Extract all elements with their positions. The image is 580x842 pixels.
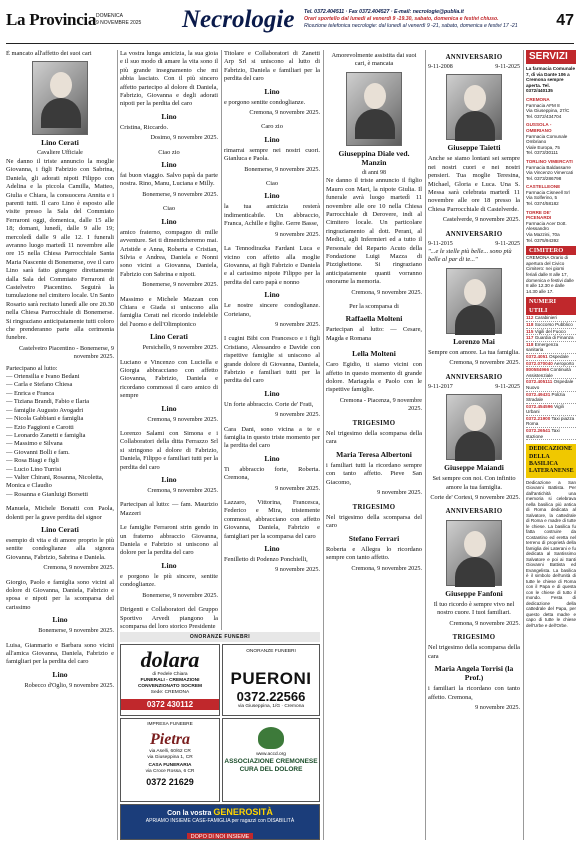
phone-label: Aeroporto xyxy=(552,360,575,366)
ad-phone: 0372.22566 xyxy=(236,689,306,704)
ad-pietra[interactable]: IMPRESA FUNEBRE Pietra via Aselli, 60/62 CR via Giuseppina 1, CR CASA FUNERARIA via Croce Rossa, 6 CR 0372 21629 xyxy=(120,718,220,802)
list-item: — Giovanni Bolli e fam. xyxy=(6,448,70,456)
ads-heading: ONORANZE FUNEBRI xyxy=(120,632,320,642)
ad-phone: 0372 430112 xyxy=(121,699,219,710)
phone-label: Carabinieri xyxy=(533,315,557,321)
condolence-notice: Giorgio, Paolo e famiglia sono vicini al dolore di Giovanna, Daniela, Fabrizio e sposa e nipoti per la scomparsa del carissimo Lino Bonemerse, 9 novembre 2025. xyxy=(6,578,114,635)
phone-label: Vigili Urbani xyxy=(526,403,564,415)
phone-number-row xyxy=(526,361,576,368)
condolence-notice: Ciao zio Lino fai buon viaggio. Salvo papà da parte nostra. Rino, Manu, Luciana e Milly. Bonemerse, 9 novembre 2025. xyxy=(120,148,218,198)
column-divider xyxy=(221,50,222,630)
list-item: — famiglie Augusto Avogadri xyxy=(6,406,84,414)
ad-generosita[interactable]: Con la vostra GENEROSITÀ APRIAMO INSIEME CASE-FAMIGLIA per ragazzi con DISABILITÀ DOPO DI NOI INSIEME xyxy=(120,804,320,840)
phone-number-row xyxy=(526,428,576,440)
pharmacy-line: Viale Europa, 75 xyxy=(526,144,560,150)
pharmacy-line: Farmacia AFM 8 xyxy=(526,102,560,108)
header-date: DOMENICA 9 NOVEMBRE 2025 xyxy=(96,13,142,26)
services-sidebar: SERVIZI La farmacia Comunale 7, di via Dante 106 a Cremona sempre aperta. Tel. 0372/440135 CREMONA Farmacia AFM 8 Via Giuseppina, 27/C Tel. 0372/434704 GUSSOLA - OMBRIANO Farmacia Comunale Ombriano Viale Europa, 75 Tel. 0373/30111 TORLINO VIMERCATI Farmacia Baldassarre Via Vincenzo Vimercati Tel. 0373/286798 CASTELLEONE Farmacia Cisneell Srl Via Solferino, 5 Tel. 0374/58182 TORRE DE' PICENARDI Farmacia Acer Dott. Alessandro Via Mazzini, 70a Tel. 0375/94392 CIMITERO CREMONA Orario di apertura del Civico Cimitero: nei giorni feriali dalle 8 alle 17, domenica e festivi dalle 8 alle 12.30 e dalle 14.30 alle 17. NUMERI UTILI 112 Carabinieri 118 Soccorso Pubblico 115 Vigili del Fuoco 117 Guardia di Finanza 118 Emergenza sanitaria 0372.4051 Ospedale 0372.070040 Aeroporto 800584966 Continuità Assistenziale 0372.405111 Ospedale Nuovo 0372.49431 Polizia Stradale 0372.454596 Vigili Urbani 0372.21900 Taxi piazza Roma 0372.26541 Taxi stazione DEDICAZIONE DELLA BASILICA LATERANENSE Dedicazione a San Giovanni Battista. Per dall'antichità una memoria si celebrava nella basilica più antica di Roma dedicata al Salvatore, la cattedrale di Roma e madre di tutte le chiese. La basilica fu fatta costruire da Costantino ed eretta nel terreno di proprietà della famiglia dei Laterani e fu dedicata al Santissimo Salvatore e poi ai Santi Giovanni Battista ed Evangelista. La basilica è il simbolo dell'unità di tutte le chiese di Roma con il Papa e di questa con le chiese di tutto il mondo. Festa di dedicazione della cattedrale del Papa, per questo detta madre e capo di tutte le chiese dell'Urbe e dell'Orbe. xyxy=(526,51,576,628)
list-item: — Rosa Biagi e figli xyxy=(6,457,59,465)
services-intro: La farmacia Comunale 7, di via Dante 106 a Cremona sempre aperta. Tel. 0372/440135 xyxy=(526,66,576,94)
column-4 xyxy=(326,50,422,840)
condolence-notice: Massimo e Michele Mazzan con Chiara e Giada si uniscono alla famiglia Cerati nel ricordo indelebile del l'uomo e dell'Olimpionico Lino Cerati Persichello, 9 novembre 2025. xyxy=(120,295,218,352)
pharmacy-location: GUSSOLA - OMBRIANO xyxy=(526,122,552,133)
anniversary-notice: ANNIVERSARIO 9-11-2017 9-11-2025 Giuseppe Maiandi Sei sempre con noi. Con infinito amore la tua famiglia. Corte de' Cortesi, 9 novembre 2025. xyxy=(428,373,520,501)
phone-number-row xyxy=(526,392,576,404)
phone-number-row xyxy=(526,342,576,354)
trigesimo-notice: TRIGESIMO Nel trigesimo della scomparsa del caro Stefano Ferrari Roberta e Allegra lo ricordano sempre con tanto affetto. Cremona, 9 novembre 2025. xyxy=(326,503,422,572)
phone-number-row xyxy=(526,322,576,329)
phone-label: Vigili del Fuoco xyxy=(533,328,566,334)
pharmacy-location: CASTELLEONE xyxy=(526,184,561,190)
phone-number: 0372.405111 xyxy=(526,379,553,385)
portrait-photo xyxy=(446,268,502,334)
phone-label: Polizia Stradale xyxy=(526,391,566,403)
condolence-notice: Lazzaro, Vittorina, Francesca, Federico e Mira, tristemente commossi, abbracciano con affetto Giovanna, Daniela, Fabrizio e famigliari per la scomparsa del caro Lino Fenilletto di Podenzo Ponchielli, 9 novembre 2025. xyxy=(224,499,320,574)
column-1 xyxy=(6,50,114,840)
column-3 xyxy=(224,50,320,630)
list-item: — Valter Chirani, Rosanna, Nicoletta, Monica e Claudio xyxy=(6,473,104,490)
pharmacy-location: TORLINO VIMERCATI xyxy=(526,158,573,164)
column-divider xyxy=(323,50,324,840)
trigesimo-notice: TRIGESIMO Nel trigesimo della scomparsa della cara Maria Teresa Albertoni i familiari tutti la ricordano sempre con tanto affetto. Pieve San Giacomo, 9 novembre 2025. xyxy=(326,419,422,497)
anniversary-notice: ANNIVERSARIO 9-11-2015 9-11-2025 "...e le stelle più belle... sono più belle al par di te..." Lorenzo Mai Sempre con amore. La tua famiglia. Cremona, 9 novembre 2025. xyxy=(428,230,520,367)
ad-pueroni[interactable]: ONORANZE FUNEBRI PUERONI 0372.22566 via Giuseppina, 1/G · Cremona xyxy=(222,644,320,716)
condolence-notice: Ciao Lino amico fraterno, compagno di mille avventure. Sei ti dimenticheremo mai. Aristide e Anna, Roberta e Cristian, Silvia e Andrea, Daniela e Nonni sono vicini a Giovanna, Daniela, Fabrizio con Sabrina e nipoti. Bonemerse, 9 novembre 2025. xyxy=(120,205,218,289)
pharmacy-list xyxy=(526,97,576,243)
pharmacy-line: Via Solferino, 5 xyxy=(526,195,558,201)
useful-numbers xyxy=(526,315,576,440)
pharmacy-line: Farmacia Baldassarre xyxy=(526,164,571,170)
phone-number: 0372.49431 xyxy=(526,391,551,397)
pharmacy-line: Tel. 0373/30111 xyxy=(526,150,559,156)
condolence-notice: Luisa, Gianmario e Barbara sono vicini all'amica Giovanna, Daniela, Fabrizio e famigliari per la perdita del caro Lino Robecco d'Oglio, 9 novembre 2025. xyxy=(6,641,114,689)
list-item: — Nicola Gabbiani e famiglia xyxy=(6,415,84,423)
phone-number: 0372.454596 xyxy=(526,403,553,409)
condolence-notice: Luciano e Vincenzo con Luciella e Giorgia abbracciano con affetto Giovanna, Fabrizio, Daniela e ricordano commossi il caro amico di sempre Lino Cremona, 9 novembre 2025. xyxy=(120,358,218,423)
list-item: — Massimo e Silvana xyxy=(6,440,63,448)
advertisements xyxy=(120,632,320,840)
services-title: SERVIZI xyxy=(526,50,576,64)
phone-number: 0372.070040 xyxy=(526,360,553,366)
ad-phone: 0372 21629 xyxy=(146,777,194,787)
column-5 xyxy=(428,50,520,840)
pharmacy-line: Farmacia Acer Dott. Alessandro xyxy=(526,220,567,232)
tree-icon xyxy=(258,727,284,749)
phone-number-row xyxy=(526,315,576,322)
condolence-notice: Le famiglie Ferraroni strin gendo in un fraterno abbraccio Giovanna, Daniela e Fabrizio si uniscono al dolore per la perdita del caro Lino e porgono le più sincere, sentite condoglianze. Bonemerse, 9 novembre 2025. xyxy=(120,524,218,599)
condolence-notice: Manuela, Michele Bonatti con Paola, dolenti per la grave perdita del signor Lino Cerati esempio di vita e di amore proprio le più sentite condoglianze alla signora Giovanna, Fabrizio, Sabrina e Daniela. Cremona, 9 novembre 2025. xyxy=(6,505,114,572)
newspaper-logo: La Provincia xyxy=(6,10,97,29)
list-item: — Ortensilia e Ivano Bedani xyxy=(6,373,80,381)
condolence-notice: I cugini Bibi con Francesco e i figli Cristiano, Alessandro e Davide con rispettive famiglie si uniscono al grande dolore di Giovanna, Daniela, Fabrizio e familiari tutti per la perdita del caro Lino Un forte abbraccio. Corte de' Frati, 9 novembre 2025. xyxy=(224,335,320,419)
list-item: — Leonardo Zanetti e famiglia xyxy=(6,431,86,439)
pharmacy-line: Via Giuseppina, 27/C xyxy=(526,108,570,114)
phone-number-row xyxy=(526,354,576,361)
pharmacy-line: Tel. 0374/58182 xyxy=(526,201,559,207)
phone-label: Taxi piazza Roma xyxy=(526,415,575,427)
obituary-main: È mancato all'affetto dei suoi cari Lino Cerati Cavaliere Ufficiale Ne danno il triste annuncio la moglie Giovanna, i figli Fabrizio con Sabrina, Daniela, gli adorati nipoti Filippo con Adelina e la piccola Camilla, Matteo, Giulia e Chiara, la consuocera Annita e i parenti tutti. Il caro Lino è esposto alle visite presso la Sala del Commiato Ferraroni oggi, domenica, dalle 15 alle 18; domani, lunedì, dalle 9 alle 19; mercoledì dalle 9 alle 12. I funerali avranno luogo martedì 11 novembre alle ore 15 nella Chiesa Parrocchiale Santa Maria Nascente di Bonemerse, ove il caro Lino sarà fatto giungere direttamente dalla Sala del Commiato Ferraroni di Castelvetro Piacentino. Seguirà la tumulazione nel cimitero locale. Un Santo Rosario sarà recitato lunedì alle ore 20.30 nella Chiesa Parrocchiale di Bonemerse. Si ringraziano anticipatamente tutti coloro che prenderanno parte alla cerimonia funebre. Castelvetro Piacentino - Bonemerse, 9 novembre 2025. Partecipano al lutto: — Ortensilia e Ivano Bedani — Carla e Stefano Chiesa — Enrica e Franca — Tiziana Brandi, Fabio e Ilaria — famiglie Augusto Avogadri — Nicola Gabbiani e famiglia — Ezio Faggioni e Carotti — Leonardo Zanetti e famiglia — Massimo e Silvana — Giovanni Bolli e fam. — Rosa Biagi e figli — Lucio Lino Turrisi — Valter Chirani, Rosanna, Nicoletta, Monica e Claudio — Rosanna e Gianluigi Borsetti xyxy=(6,50,114,498)
portrait-photo xyxy=(346,72,402,146)
phone-number-row xyxy=(526,335,576,342)
condolence-notice: Caro zio Lino rimarrai sempre nei nostri cuori. Gianluca e Paola. Bonemerse, 9 novembre 2025. xyxy=(224,123,320,173)
condolence-notice: Lella Molteni Caro Egidio, ti siamo vicini con affetto in questo momento di grande dolore. Mariagela e Paolo con le rispettive famiglie. Cremona - Piacenza, 9 novembre 2025. xyxy=(326,349,422,413)
list-item: — Ezio Faggioni e Carotti xyxy=(6,423,74,431)
column-divider xyxy=(117,50,118,840)
phone-number: 0372.26541 xyxy=(526,428,551,434)
page-header xyxy=(6,4,574,44)
list-item: — Enrica e Franca xyxy=(6,389,55,397)
phone-number: 0372.21900 xyxy=(526,415,551,421)
portrait-photo xyxy=(446,74,502,140)
phone-label: Taxi stazione xyxy=(526,428,560,439)
phone-number: 117 xyxy=(526,335,534,341)
phone-number-row xyxy=(526,416,576,428)
condolence-notice: Lorenzo Salami con Simona e i Collaboratori della ditta Ferrazzo Srl si stringono al dolore di Fabrizio, Daniela, Filippo e familiari tutti per la perdita del caro Lino Cremona, 9 novembre 2025. xyxy=(120,430,218,495)
column-2 xyxy=(120,50,218,630)
dedication-title: DEDICAZIONE DELLA BASILICA LATERANENSE xyxy=(526,444,576,478)
condolence-notice: Titolare e Collaboratori di Zanetti Arp Srl si uniscono al lutto di Fabrizio, Daniela e familiari per la perdita del caro Lino e porgono sentite condoglianze. Cremona, 9 novembre 2025. xyxy=(224,50,320,117)
condolence-notice: Ciao Lino la tua amicizia resterà indimenticabile. Un abbraccio, Franca, Achille e figlie. Gerre Basse, 9 novembre 2025. xyxy=(224,180,320,238)
pharmacy-line: Tel. 0375/94392 xyxy=(526,237,559,243)
condolence-notice: Partecipan al lutto: — fam. Maurizio Mazzeri xyxy=(120,501,218,517)
column-divider xyxy=(523,50,524,840)
contact-info: Tel. 0372.404511 · Fax 0372.404527 · E-mail: necrologie@publia.it Orari sportello dal lunedì al venerdì 9 -19.30, sabato, domenica e festivi chiuso. Ricezione telefonica necrologie: dal lunedì al venerdì 9 -21, sabato, domenica e festivi 17 -21 xyxy=(304,9,518,29)
dedication-text: Dedicazione a San Giovanni Battista. Per dall'antichità una memoria si celebrava nella basilica più antica di Roma dedicata al Salvatore, la cattedrale di Roma e madre di tutte le chiese. La basilica fu fatta costruire da Costantino ed eretta nel terreno di proprietà della famiglia dei Laterani e fu dedicata al Santissimo Salvatore e poi ai Santi Giovanni Battista ed Evangelista. La basilica è il simbolo dell'unità di tutte le chiese di Roma con il Papa e di questa con le chiese di tutto il mondo. Festa di dedicazione della cattedrale del Papa, per questo detta madre e capo di tutte le chiese dell'Urbe e dell'Orbe. xyxy=(526,479,576,628)
page-number: 47 xyxy=(556,12,574,29)
list-item: — Tiziana Brandi, Fabio e Ilaria xyxy=(6,398,90,406)
pharmacy-line: Tel. 0372/434704 xyxy=(526,113,562,119)
pharmacy-location: TORRE DE' PICENARDI xyxy=(526,209,552,221)
condolence-notice: La vostra lunga amicizia, la sua gioia e il suo modo di amare la vita sono il più grande insegnamento che mi abbia lasciato. Con il più sincero affetto partecipo al dolore di Daniela, Fabrizio, Giovanna e degli adorati nipoti per la perdita del caro Lino Cristina, Riccardo. Dosimo, 9 novembre 2025. xyxy=(120,50,218,142)
portrait-photo xyxy=(446,520,502,586)
pharmacy-line: Farmacia Cisneell Srl xyxy=(526,189,570,195)
phone-label: Guardia di Finanza xyxy=(533,335,574,341)
phone-number-row xyxy=(526,404,576,416)
pharmacy-line: Tel. 0373/286798 xyxy=(526,175,562,181)
ad-dolara[interactable]: dolara di Fedele Chiara FUNERALI - CREMAZIONI CONVENZIONATO SOCREM Sede: CREMONA 0372 430112 xyxy=(120,644,220,716)
phone-label: Ospedale Nuovo xyxy=(526,379,574,390)
anniversary-notice: ANNIVERSARIO Giuseppe Fanfoni Il tuo ricordo è sempre vivo nel nostro cuore. I tuoi familiari. Cremona, 9 novembre 2025. xyxy=(433,508,520,627)
anniversary-notice: ANNIVERSARIO 9-11-2008 9-11-2025 Giuseppe Taietti Anche se siamo lontani sei sempre nei nostri cuori e nei nostri pensieri. Tua moglie Teresina, Michael, Gloria e Luca. Una S. Messa sarà celebrata martedì 11 novembre alle ore 18 presso la Chiesa Parrocchiale di Castelverde. Castelverde, 9 novembre 2025. xyxy=(428,54,520,224)
phone-label: Emergenza sanitaria xyxy=(526,341,559,353)
pharmacy-line: Via Vincenzo Vimercati xyxy=(526,170,573,176)
trigesimo-notice: TRIGESIMO Nel trigesimo della scomparsa della cara Maria Angela Torrisi (la Prof.) i familiari la ricordano con tanto affetto. Cremona, 9 novembre 2025. xyxy=(428,633,520,711)
phone-number: 115 xyxy=(526,328,534,334)
ad-accd[interactable]: www.accd.org ASSOCIAZIONE CREMONESE CURA DEL DOLORE xyxy=(222,718,320,802)
list-item: — Rosanna e Gianluigi Borsetti xyxy=(6,490,89,498)
condolence-notice: Cara Dani, sono vicina a te e famiglia in questo triste momento per la perdita del caro Lino Ti abbraccio forte, Roberta. Cremona, 9 novembre 2025. xyxy=(224,425,320,492)
phone-number: 800584966 xyxy=(526,367,549,373)
list-item: — Carla e Stefano Chiesa xyxy=(6,381,73,389)
condolence-notice: Per la scomparsa di Raffaella Molteni Partecipan al lutto: — Cesare, Magda e Romana xyxy=(326,303,422,342)
phone-number-row xyxy=(526,329,576,336)
phone-label: Ospedale xyxy=(547,353,569,359)
pharmacy-line: Via Mazzini, 70a xyxy=(526,232,560,238)
list-item: — Lucio Lino Turrisi xyxy=(6,465,62,473)
obituary: Amorevolmente assistita dai suoi cari, è mancata Giuseppina Diale ved. Manzin di anni 98 Ne danno il triste annuncio il figlio Mauro con Mari, la nipote Giulia. Il funerale avrà luogo martedì 11 novembre alle ore 10 nella Chiesa Parrocchiale di Derovere, indi al Cimitero locale. Un particolare ringraziamento al dott. Perani, al Medici, agli Infermieri ed a tutto il Personale del Reparto Acuto della Fondazione Luigi Mazza di Pizzighettone. Si ringraziano anticipatamente quanti vorranno onorarne la memoria. Cremona, 9 novembre 2025. xyxy=(326,52,422,296)
phone-number-row xyxy=(526,367,576,379)
portrait-photo xyxy=(32,61,88,135)
column-divider xyxy=(425,50,426,840)
pharmacy-line: Farmacia Comunale Ombriano xyxy=(526,133,568,145)
condolence-list xyxy=(6,373,114,499)
phone-number-row xyxy=(526,379,576,391)
condolence-notice: La Tennodirazka Fardani Luca e vicino con affetto alla moglie Giovanna, ai figli Fabrizio e Daniela e al carissimo nipote Filippo per la perdita del caro papà e nonno Lino Le nostre sincere condoglianze. Corteiano, 9 novembre 2025. xyxy=(224,245,320,328)
phone-number: 112 xyxy=(526,315,534,321)
section-title: Necrologie xyxy=(182,6,295,33)
portrait-photo xyxy=(446,394,502,460)
condolence-notice: Dirigenti e Collaboratori del Gruppo Sportivo Arvedi piangono la scomparsa del loro storico Presidente xyxy=(120,606,218,630)
phone-number: 0372.4051 xyxy=(526,353,548,359)
phone-label: Soccorso Pubblico xyxy=(533,321,573,327)
phone-number: 118 xyxy=(526,341,534,347)
phone-number: 118 xyxy=(526,321,534,327)
pharmacy-location: CREMONA xyxy=(526,96,550,102)
phone-label: Continuità Assistenziale xyxy=(526,367,571,378)
